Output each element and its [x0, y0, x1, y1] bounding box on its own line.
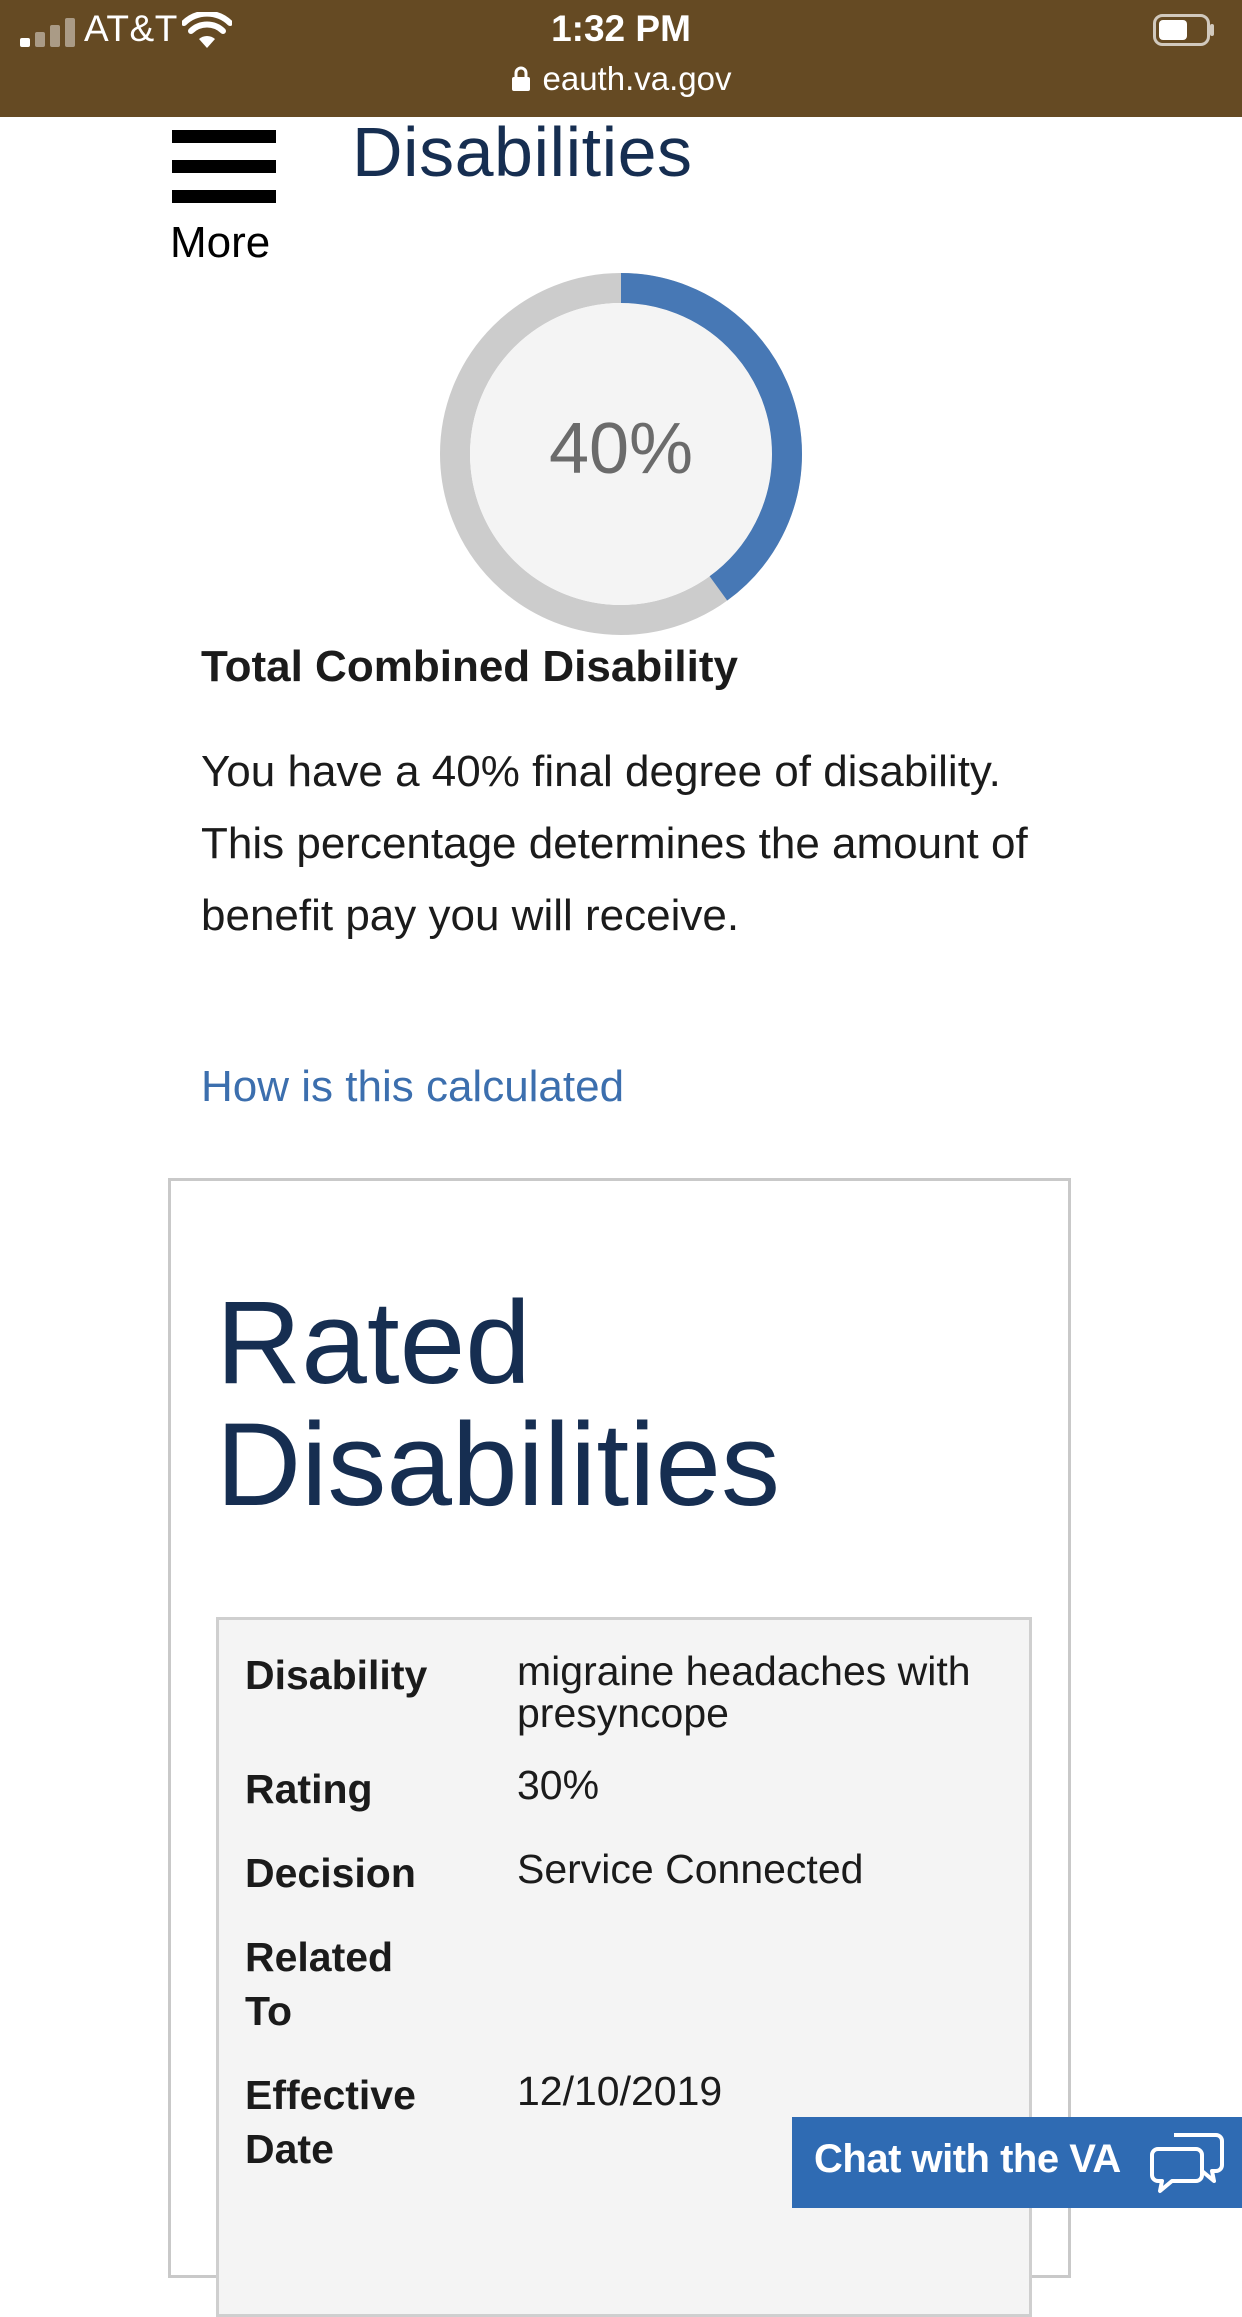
status-bar	[0, 0, 1242, 117]
address-bar[interactable]	[0, 60, 1242, 98]
row-label-related-to: Related To	[245, 1934, 394, 2034]
chat-bubbles-icon	[1150, 2131, 1226, 2195]
battery-icon	[1153, 14, 1215, 46]
chat-with-va-button[interactable]	[792, 2117, 1242, 2208]
status-time: 1:32 PM	[551, 8, 691, 49]
row-value-rating: 30%	[517, 1762, 600, 1808]
lock-icon	[511, 66, 531, 92]
page-title: Disabilities	[352, 113, 693, 191]
combined-disability-description: You have a 40% final degree of disability. This percentage determines the amount of benefit pay you will receive.	[201, 747, 1028, 940]
row-label-decision: Decision	[245, 1850, 416, 1896]
how-calculated-link[interactable]: How is this calculated	[201, 1062, 625, 1111]
combined-disability-heading: Total Combined Disability	[201, 642, 739, 691]
row-value-decision: Service Connected	[517, 1846, 864, 1892]
row-label-disability: Disability	[245, 1652, 428, 1698]
chat-label: Chat with the VA	[814, 2137, 1121, 2181]
carrier-name: AT&T	[84, 8, 178, 49]
row-value-disability: migraine headaches with presyncope	[517, 1648, 971, 1736]
more-menu-label: More	[170, 218, 271, 267]
address-url: eauth.va.gov	[542, 60, 732, 97]
more-menu-button[interactable]	[170, 130, 280, 270]
row-value-effective-date: 12/10/2019	[517, 2068, 723, 2114]
rated-disabilities-title: Rated Disabilities	[216, 1277, 780, 1531]
combined-rating-value: 40%	[548, 409, 694, 489]
row-label-rating: Rating	[245, 1766, 373, 1812]
row-label-effective-date: Effective Date	[245, 2072, 416, 2172]
